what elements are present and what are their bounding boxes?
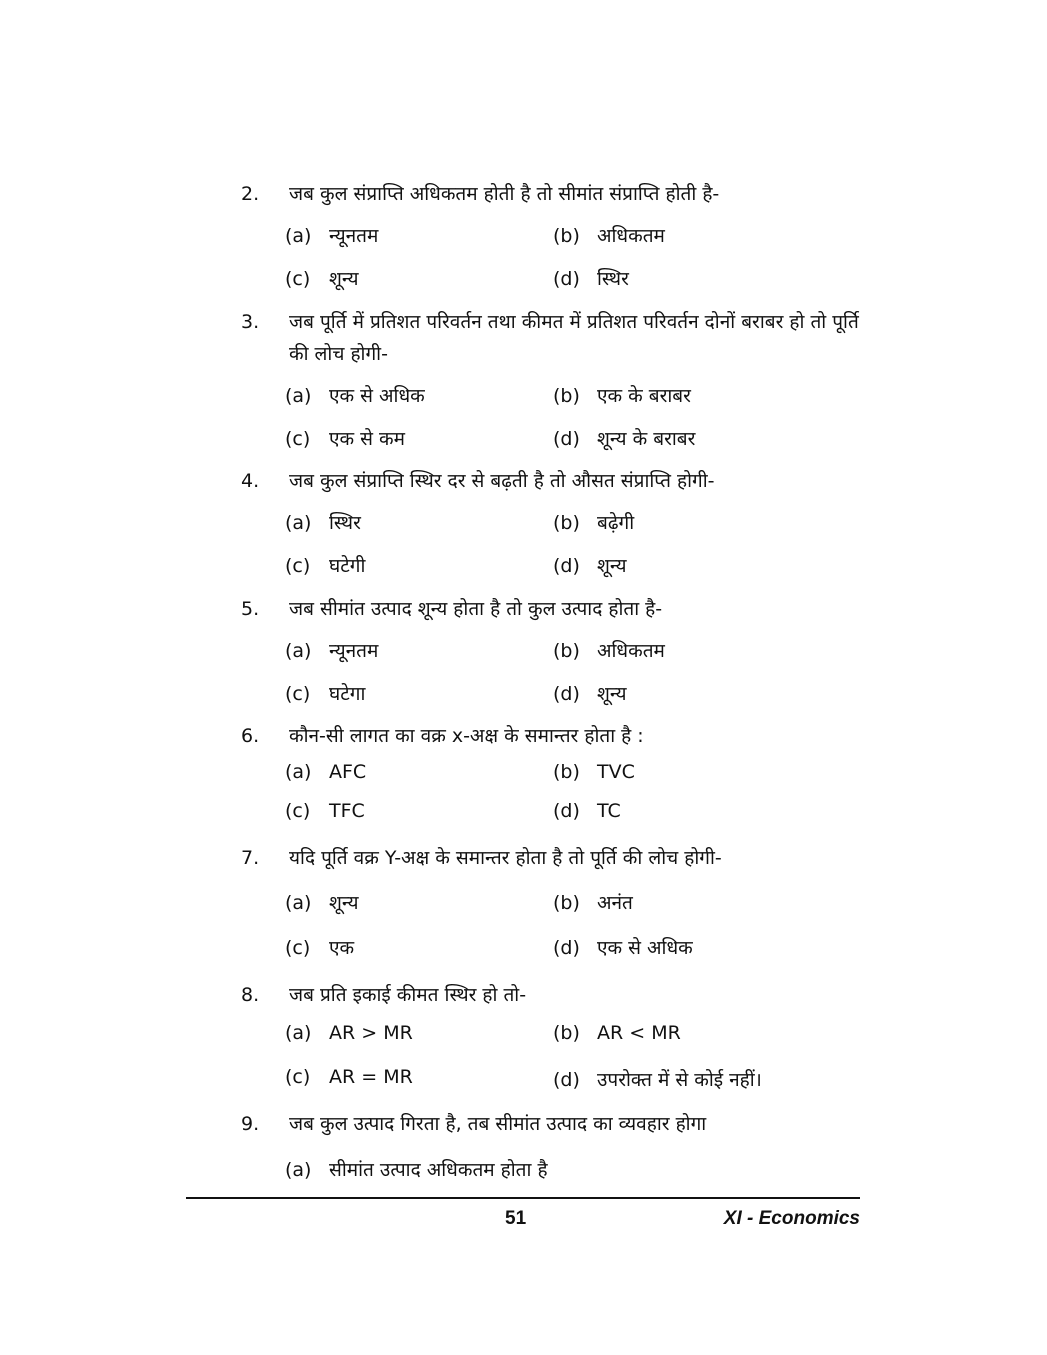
question-text: जब पूर्ति में प्रतिशत परिवर्तन तथा कीमत में प्रतिशत परिवर्तन दोनों बराबर हो तो पूर्ति की लोच होगी- — [289, 311, 859, 365]
question-text: जब कुल संप्राप्ति अधिकतम होती है तो सीमांत संप्राप्ति होती है- — [289, 183, 720, 205]
option-d: (d) उपरोक्त में से कोई नहीं। — [553, 1069, 762, 1091]
footer-title: XI - Economics — [723, 1208, 860, 1229]
option-a: (a) न्यूनतम — [285, 640, 379, 662]
option-d: (d) एक से अधिक — [553, 937, 693, 959]
question-text: कौन-सी लागत का वक्र x-अक्ष के समान्तर होता है : — [289, 725, 644, 747]
question-text: जब सीमांत उत्पाद शून्य होता है तो कुल उत्पाद होता है- — [289, 598, 663, 620]
question-3 — [241, 306, 866, 370]
option-c: (c) घटेगी — [285, 555, 366, 577]
question-8 — [241, 979, 866, 1011]
question-number: 2. — [241, 183, 260, 205]
option-b: (b) अधिकतम — [553, 640, 665, 662]
option-a: (a) न्यूनतम — [285, 225, 379, 247]
question-number: 4. — [241, 470, 260, 492]
option-a: (a) सीमांत उत्पाद अधिकतम होता है — [285, 1159, 548, 1181]
option-d: (d) शून्य के बराबर — [553, 428, 696, 450]
option-c: (c) शून्य — [285, 268, 359, 290]
question-2 — [241, 178, 866, 210]
question-text: जब कुल संप्राप्ति स्थिर दर से बढ़ती है तो औसत संप्राप्ति होगी- — [289, 470, 715, 492]
page-number: 51 — [505, 1208, 527, 1229]
option-a: (a) शून्य — [285, 892, 359, 914]
option-b: (b) AR < MR — [553, 1022, 681, 1044]
question-number: 6. — [241, 725, 260, 747]
question-number: 5. — [241, 598, 260, 620]
option-c: (c) घटेगा — [285, 683, 366, 705]
option-b: (b) अनंत — [553, 892, 633, 914]
question-text: जब प्रति इकाई कीमत स्थिर हो तो- — [289, 984, 527, 1006]
question-9 — [241, 1108, 866, 1140]
option-a: (a) स्थिर — [285, 512, 361, 534]
question-4 — [241, 465, 866, 497]
option-b: (b) बढ़ेगी — [553, 512, 635, 534]
question-text: यदि पूर्ति वक्र Y-अक्ष के समान्तर होता है तो पूर्ति की लोच होगी- — [289, 847, 722, 869]
option-b: (b) TVC — [553, 761, 635, 783]
question-5 — [241, 593, 866, 625]
option-d: (d) शून्य — [553, 683, 627, 705]
option-c: (c) एक — [285, 937, 355, 959]
option-d: (d) स्थिर — [553, 268, 629, 290]
option-a: (a) AR > MR — [285, 1022, 413, 1044]
option-d: (d) TC — [553, 800, 621, 822]
question-text: जब कुल उत्पाद गिरता है, तब सीमांत उत्पाद का व्यवहार होगा — [289, 1113, 707, 1135]
question-number: 3. — [241, 311, 260, 333]
option-d: (d) शून्य — [553, 555, 627, 577]
question-number: 8. — [241, 984, 260, 1006]
question-6 — [241, 720, 866, 752]
option-b: (b) अधिकतम — [553, 225, 665, 247]
option-c: (c) TFC — [285, 800, 365, 822]
option-a: (a) एक से अधिक — [285, 385, 425, 407]
option-b: (b) एक के बराबर — [553, 385, 691, 407]
footer-divider — [186, 1197, 860, 1199]
option-c: (c) AR = MR — [285, 1066, 413, 1088]
option-c: (c) एक से कम — [285, 428, 405, 450]
option-a: (a) AFC — [285, 761, 367, 783]
question-7 — [241, 842, 866, 874]
question-number: 7. — [241, 847, 260, 869]
question-number: 9. — [241, 1113, 260, 1135]
